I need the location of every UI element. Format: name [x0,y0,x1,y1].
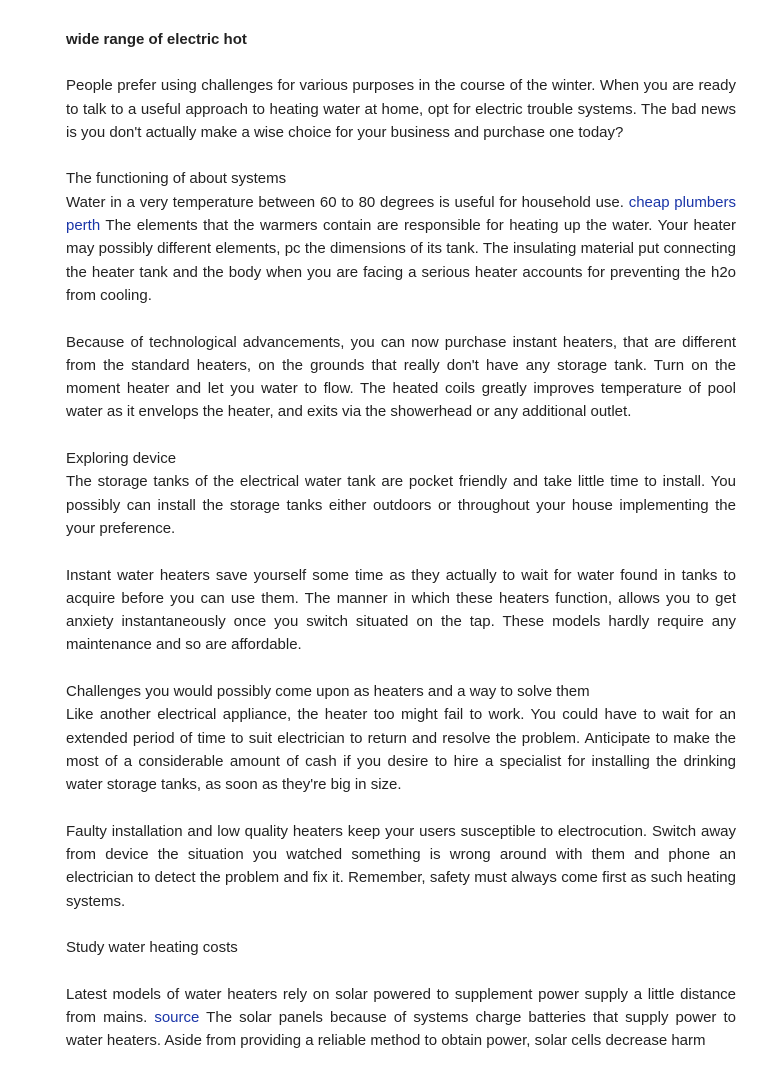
paragraph-text: The elements that the warmers contain are responsible for heating up the water. Your heater may possibly different elements, pc the dimensions of its tank. The insulating material put connecting the heater tank and the body when you are facing a serious heater accounts for preventing the h2o from cooling. [66,217,736,304]
paragraph-text: The solar panels because of systems charge batteries that supply power to water heaters. Aside from providing a reliable method to obtain power, solar cells decrease harm [66,1009,736,1050]
document-page [66,28,736,1053]
section-heading-challenges: Challenges you would possibly come upon as heaters and a way to solve them [66,683,590,701]
document-title: wide range of electric hot [66,31,247,48]
paragraph-storage-tanks: The storage tanks of the electrical water tank are pocket friendly and take little time to install. You possibly can install the storage tanks either outdoors or throughout your house implementing the your preference. [66,473,736,537]
source-link[interactable]: source [154,1009,200,1027]
section-heading-costs: Study water heating costs [66,939,238,957]
paragraph-faulty-installation: Faulty installation and low quality heaters keep your users susceptible to electrocution. Switch away from device the situation you watched something is wrong around with them and phone an electrician to detect the problem and fix it. Remember, safety must always come first as such heating systems. [66,822,736,910]
section-heading-exploring: Exploring device [66,450,177,468]
paragraph-instant-heaters: Because of technological advancements, you can now purchase instant heaters, that are different from the standard heaters, on the grounds that really don't have any storage tank. Turn on the moment heater and let you water to flow. The heated coils greatly improves temperature of pool water as it envelops the heater, and exits via the showerhead or any additional outlet. [66,333,736,421]
paragraph-solar [66,983,736,1053]
paragraph-intro: People prefer using challenges for various purposes in the course of the winter. When you are ready to talk to a useful approach to heating water at home, opt for electric trouble systems. The bad news is you don't actually make a wise choice for your business and purchase one today? [66,77,736,141]
paragraph-functioning [66,191,736,307]
paragraph-challenges: Like another electrical appliance, the heater too might fail to work. You could have to wait for an extended period of time to suit electrician to return and resolve the problem. Anticipate to make the most of a considerable amount of cash if you desire to hire a specialist for installing the drinking water storage tanks, as soon as they're big in size. [66,706,736,794]
section-heading-functioning: The functioning of about systems [66,170,287,188]
cheap-plumbers-perth-link[interactable]: cheap plumbers perth [66,193,736,235]
paragraph-text: Water in a very temperature between 60 to 80 degrees is useful for household use. [66,193,629,211]
paragraph-instant-save-time: Instant water heaters save yourself some time as they actually to wait for water found in tanks to acquire before you can use them. The manner in which these heaters function, allows you to get anxiety instantaneously once you switch situated on the tap. These models hardly require any maintenance and so are affordable. [66,566,736,654]
paragraph-text: Latest models of water heaters rely on solar powered to supplement power supply a little distance from mains. [66,985,736,1027]
